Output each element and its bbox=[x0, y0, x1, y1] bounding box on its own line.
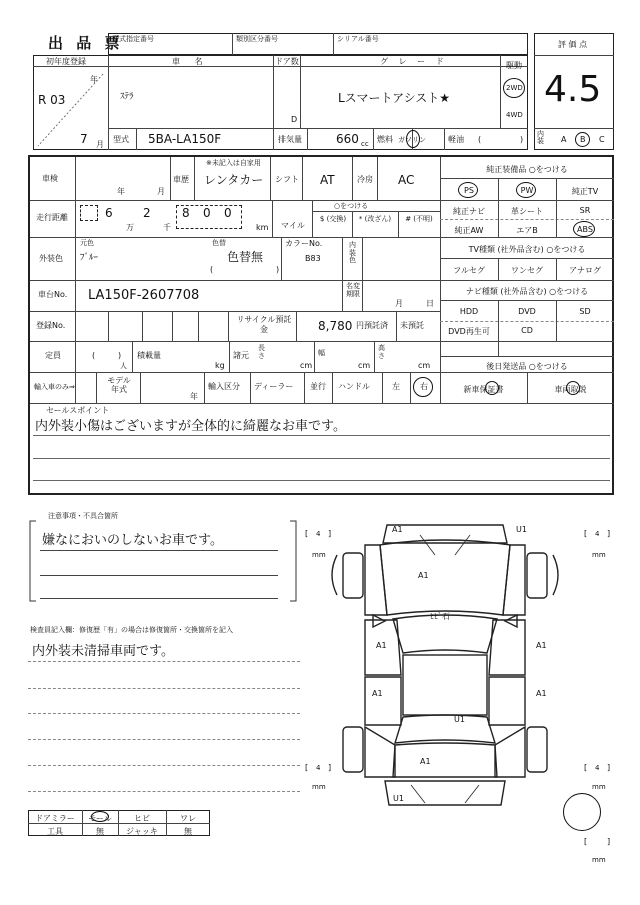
height-unit: cm bbox=[418, 361, 431, 370]
first-reg-month: 7 bbox=[80, 132, 88, 146]
man-unit: 万 bbox=[126, 223, 134, 232]
name-change-month: 月 bbox=[395, 299, 403, 308]
tv-fullseg: フルセグ bbox=[453, 266, 485, 275]
car-diagram bbox=[325, 515, 565, 810]
cd-option: CD bbox=[521, 326, 533, 335]
tire-fr-value: 4 bbox=[595, 530, 600, 538]
mileage-box-1 bbox=[80, 205, 98, 221]
reg-no-label: 登録No. bbox=[36, 321, 66, 330]
tire-rl-value: 4 bbox=[316, 764, 321, 772]
navi-sd: SD bbox=[579, 307, 591, 316]
docs-manual: 車両取説 bbox=[554, 385, 587, 394]
caution-label: 注意事項・不具合箇所 bbox=[48, 512, 118, 520]
equip-leather: 革シート bbox=[511, 207, 543, 216]
diesel-paren: ( bbox=[478, 135, 482, 144]
interior-circle bbox=[575, 132, 590, 147]
handle-left: 左 bbox=[392, 382, 400, 391]
navi-dvd: DVD bbox=[518, 307, 536, 316]
year-unit: 年 bbox=[90, 75, 98, 84]
equip-pw: PW bbox=[520, 186, 534, 195]
rating-score: 4.5 bbox=[544, 69, 602, 110]
car-name-label: 車 名 bbox=[172, 57, 209, 66]
tire-fl-unit: mm bbox=[312, 551, 326, 559]
mark-rear-window: U1 bbox=[454, 715, 465, 724]
mark-rear-bumper: U1 bbox=[393, 794, 404, 803]
equip-abs: ABS bbox=[577, 225, 593, 234]
fuel-circle bbox=[406, 130, 420, 148]
inspection-month: 月 bbox=[157, 187, 165, 196]
width-unit: cm bbox=[358, 361, 371, 370]
tire-fl-value: 4 bbox=[316, 530, 321, 538]
ext-color-label: 外装色 bbox=[39, 254, 63, 263]
kg-unit: kg bbox=[215, 361, 225, 370]
mark-rear-right-door: A1 bbox=[536, 689, 547, 698]
mileage-digit-3: 8 bbox=[182, 206, 190, 220]
mole-circle bbox=[91, 811, 109, 822]
fuel-gasoline: ガソリン bbox=[398, 136, 426, 144]
tire-rl-unit: mm bbox=[312, 783, 326, 791]
page-title: 出 品 票 bbox=[48, 34, 124, 52]
rating-label: 評 価 点 bbox=[558, 40, 588, 49]
equip-ps: PS bbox=[464, 186, 474, 195]
mile-label: マイル bbox=[281, 221, 305, 230]
navi-title: ナビ種類 (社外品含む) ○をつける bbox=[465, 287, 589, 296]
acc-tools: 工具 bbox=[47, 827, 63, 836]
acc-break: ワレ bbox=[180, 814, 196, 823]
interior-c: C bbox=[599, 135, 605, 144]
equip-tv: 純正TV bbox=[571, 187, 599, 196]
equip-airbag: エアB bbox=[516, 226, 538, 235]
import-type-label: 輸入区分 bbox=[208, 382, 240, 391]
acc-tools-value: 無 bbox=[96, 827, 104, 836]
month-unit: 月 bbox=[96, 140, 104, 149]
chassis-value: LA150F-2607708 bbox=[88, 288, 200, 303]
diesel-paren-close: ) bbox=[520, 135, 524, 144]
caution-text: 嫌なにおいのしないお車です。 bbox=[42, 533, 223, 548]
model-label: 型式 bbox=[113, 135, 129, 144]
recycle-amount: 8,780 bbox=[318, 319, 353, 333]
grade: Lスマートアシスト★ bbox=[338, 91, 451, 105]
color-no: B83 bbox=[305, 254, 321, 263]
acc-mirror: ドアミラー bbox=[35, 814, 75, 823]
meter-unknown: # (不明) bbox=[405, 215, 433, 223]
warranty-circle bbox=[485, 381, 499, 395]
mark-rear-left-door: A1 bbox=[372, 689, 383, 698]
drive-label: 駆動 bbox=[506, 61, 522, 70]
orig-color-label: 元色 bbox=[80, 239, 94, 247]
inspector-text: 内外装未清掃車両です。 bbox=[32, 644, 174, 659]
spare-tire-icon bbox=[563, 793, 601, 831]
meter-circle-note: ○をつける bbox=[334, 202, 369, 210]
load-label: 積載量 bbox=[137, 351, 161, 360]
km-unit: km bbox=[256, 223, 269, 232]
ps-circle bbox=[458, 182, 478, 198]
sen-unit: 千 bbox=[163, 223, 171, 232]
ac-label: 冷房 bbox=[357, 175, 373, 184]
mileage-digit-1: 6 bbox=[105, 206, 113, 220]
shift-label: シフト bbox=[275, 175, 299, 184]
mark-rear-hatch: A1 bbox=[420, 757, 431, 766]
caution-brackets bbox=[28, 512, 298, 607]
parallel-option: 並行 bbox=[310, 382, 326, 391]
category-label: 類別区分番号 bbox=[236, 35, 278, 43]
acc-crack: ヒビ bbox=[134, 814, 150, 823]
history-note: ※未記入は自家用 bbox=[206, 159, 261, 167]
acc-mole: モール bbox=[88, 814, 112, 823]
capacity-unit: 人 bbox=[120, 362, 127, 370]
manual-circle bbox=[566, 381, 580, 395]
abs-circle bbox=[573, 221, 595, 237]
color-no-label: カラーNo. bbox=[285, 239, 323, 248]
docs-warranty: 新車保証書 bbox=[463, 385, 504, 394]
docs-title: 後日発送品 ○をつける bbox=[486, 362, 568, 371]
tire-fr-unit: mm bbox=[592, 551, 606, 559]
acc-jack: ジャッキ bbox=[126, 827, 158, 836]
length-label: 長さ bbox=[258, 344, 265, 360]
dvd-play: DVD再生可 bbox=[448, 327, 490, 336]
inspection-year: 年 bbox=[117, 187, 125, 196]
diesel-label: 軽油 bbox=[448, 135, 464, 144]
inspection-label: 車検 bbox=[42, 174, 58, 183]
interior-b: B bbox=[580, 135, 586, 144]
navi-hdd: HDD bbox=[459, 307, 479, 316]
inspector-label: 検査員記入欄：修復歴「有」の場合は修復箇所・交換箇所を記入 bbox=[30, 626, 233, 634]
grade-label: グ レ ー ド bbox=[380, 57, 448, 66]
history-label: 車歴 bbox=[173, 175, 189, 184]
import-label: 輸入車のみ⇒ bbox=[34, 383, 75, 391]
tire-rr-unit: mm bbox=[592, 783, 606, 791]
first-reg-label: 初年度登録 bbox=[46, 57, 86, 66]
mark-hood: A1 bbox=[418, 571, 429, 580]
ac-value: AC bbox=[398, 173, 415, 187]
equip-aw: 純正AW bbox=[454, 226, 484, 235]
genuine-title: 純正装備品 ○をつける bbox=[486, 165, 568, 174]
model-year-label: モデル年式 bbox=[107, 376, 131, 394]
tv-analog: アナログ bbox=[569, 266, 601, 275]
name-change-label: 名変期限 bbox=[346, 282, 360, 298]
model-designation-label: 型式指定番号 bbox=[112, 35, 154, 43]
model-year-unit: 年 bbox=[190, 392, 198, 401]
recycle-unpaid: 未預託 bbox=[400, 321, 424, 330]
orig-color: ﾌﾞﾙｰ bbox=[80, 253, 99, 263]
equip-navi: 純正ナビ bbox=[453, 207, 485, 216]
acc-jack-value: 無 bbox=[184, 827, 192, 836]
recycle-label: リサイクル預託金 bbox=[236, 315, 292, 334]
recycle-paid: 円預託済 bbox=[356, 321, 388, 330]
handle-circle bbox=[413, 377, 433, 397]
displacement-value: 660 bbox=[336, 132, 359, 146]
door-type: D bbox=[291, 115, 298, 124]
serial-label: シリアル番号 bbox=[337, 35, 379, 43]
mileage-digit-5: 0 bbox=[224, 206, 232, 220]
reg-diagonal bbox=[33, 66, 108, 150]
handle-label: ハンドル bbox=[338, 382, 370, 391]
tv-title: TV種類 (社外品含む) ○をつける bbox=[468, 245, 586, 254]
repaint-label: 色替 bbox=[212, 239, 226, 247]
spare-tire-unit: mm bbox=[592, 856, 606, 864]
chassis-label: 車台No. bbox=[38, 290, 68, 299]
sales-label: セールスポイント bbox=[46, 406, 110, 415]
repaint-value: 色替無 bbox=[227, 250, 264, 264]
displacement-label: 排気量 bbox=[278, 135, 302, 144]
sales-text: 内外装小傷はございますが全体的に綺麗なお車です。 bbox=[35, 419, 346, 434]
mileage-box-2 bbox=[176, 205, 242, 229]
mark-front-left-door: A1 bbox=[376, 641, 387, 650]
mark-front-bumper-right: U1 bbox=[516, 525, 527, 534]
pw-circle bbox=[516, 182, 536, 198]
int-color-label: 内装色 bbox=[349, 241, 356, 265]
model-value: 5BA-LA150F bbox=[148, 132, 222, 146]
mark-front-right-door: A1 bbox=[536, 641, 547, 650]
doors-label: ドア数 bbox=[275, 57, 299, 66]
shift-value: AT bbox=[320, 173, 335, 187]
dealer-option: ディーラー bbox=[254, 382, 294, 391]
interior-label: 内装 bbox=[537, 130, 544, 145]
interior-a: A bbox=[561, 135, 567, 144]
displacement-unit: cc bbox=[361, 140, 369, 148]
car-name: ｽﾃﾗ bbox=[120, 92, 134, 102]
height-label: 高さ bbox=[378, 344, 385, 360]
mark-front-bumper: A1 bbox=[392, 525, 403, 534]
tire-fl-bracket: [ bbox=[305, 529, 309, 538]
equip-sr: SR bbox=[579, 206, 591, 215]
mark-windshield: ﾋﾋﾞ石 bbox=[430, 612, 450, 621]
tire-rr-value: 4 bbox=[595, 764, 600, 772]
first-reg-year: R 03 bbox=[38, 93, 66, 107]
drive-4wd: 4WD bbox=[506, 111, 523, 119]
meter-exchanged: $ (交換) bbox=[319, 215, 347, 223]
header-id-box bbox=[108, 33, 528, 55]
dims-label: 諸元 bbox=[233, 351, 249, 360]
drive-2wd: 2WD bbox=[506, 84, 523, 92]
capacity-label: 定員 bbox=[45, 351, 61, 360]
mileage-label: 走行距離 bbox=[36, 213, 68, 222]
history-value: レンタカー bbox=[204, 173, 264, 187]
mileage-digit-2: 2 bbox=[143, 206, 151, 220]
length-unit: cm bbox=[300, 361, 313, 370]
mileage-digit-4: 0 bbox=[203, 206, 211, 220]
handle-right: 右 bbox=[420, 382, 428, 391]
meter-tampered: * (改ざん) bbox=[358, 215, 392, 223]
width-label: 幅 bbox=[318, 349, 325, 357]
tv-oneseg: ワンセグ bbox=[511, 266, 543, 275]
fuel-label: 燃料 bbox=[377, 135, 393, 144]
